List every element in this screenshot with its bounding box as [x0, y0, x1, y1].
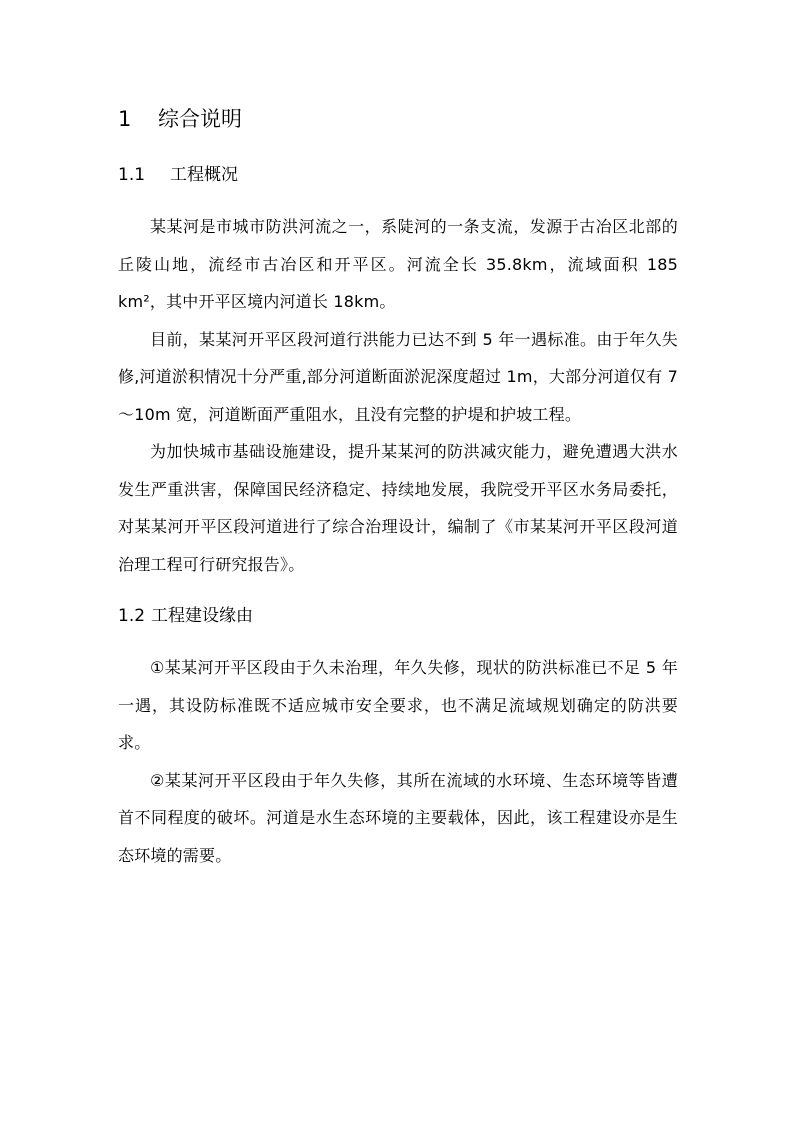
section-1-heading [118, 100, 678, 138]
section-1-2-heading [118, 601, 678, 631]
paragraph-reason-2: ②某某河开平区段由于年久失修，其所在流域的水环境、生态环境等皆遭首不同程度的破坏。河道是水生态环境的主要载体，因此，该工程建设亦是生态环境的需要。 [118, 770, 678, 865]
document-content [118, 100, 678, 874]
section-1-1-heading [118, 160, 678, 190]
section-1-2-number: 1.2 [118, 606, 146, 626]
section-1-1-number: 1.1 [118, 165, 146, 185]
paragraph-overview-3: 为加快城市基础设施建设，提升某某河的防洪减灾能力，避免遭遇大洪水发生严重洪害，保障国民经济稳定、持续地发展，我院受开平区水务局委托，对某某河开平区段河道进行了综合治理设计，编制了《市某某河开平区段河道治理工程可行研究报告》。 [118, 442, 678, 574]
section-1-2-title: 工程建设缘由 [151, 606, 253, 626]
section-1-title: 综合说明 [158, 107, 242, 131]
section-1-number: 1 [118, 107, 132, 131]
paragraph-overview-1: 某某河是市城市防洪河流之一，系陡河的一条支流，发源于古冶区北部的丘陵山地，流经市古冶区和开平区。河流全长 35.8km，流域面积 185 km²，其中开平区境内河道长 18km。 [118, 217, 678, 311]
section-1-1-title: 工程概况 [170, 165, 238, 185]
paragraph-reason-1: ①某某河开平区段由于久未治理，年久失修，现状的防洪标准已不足 5 年一遇，其设防标准既不适应城市安全要求，也不满足流域规划确定的防洪要求。 [118, 658, 678, 752]
paragraph-overview-2: 目前，某某河开平区段河道行洪能力已达不到 5 年一遇标准。由于年久失修,河道淤积情况十分严重,部分河道断面淤泥深度超过 1m，大部分河道仅有 7～10m 宽，河道断面严重阻水，且没有完整的护堤和护坡工程。 [118, 329, 678, 424]
